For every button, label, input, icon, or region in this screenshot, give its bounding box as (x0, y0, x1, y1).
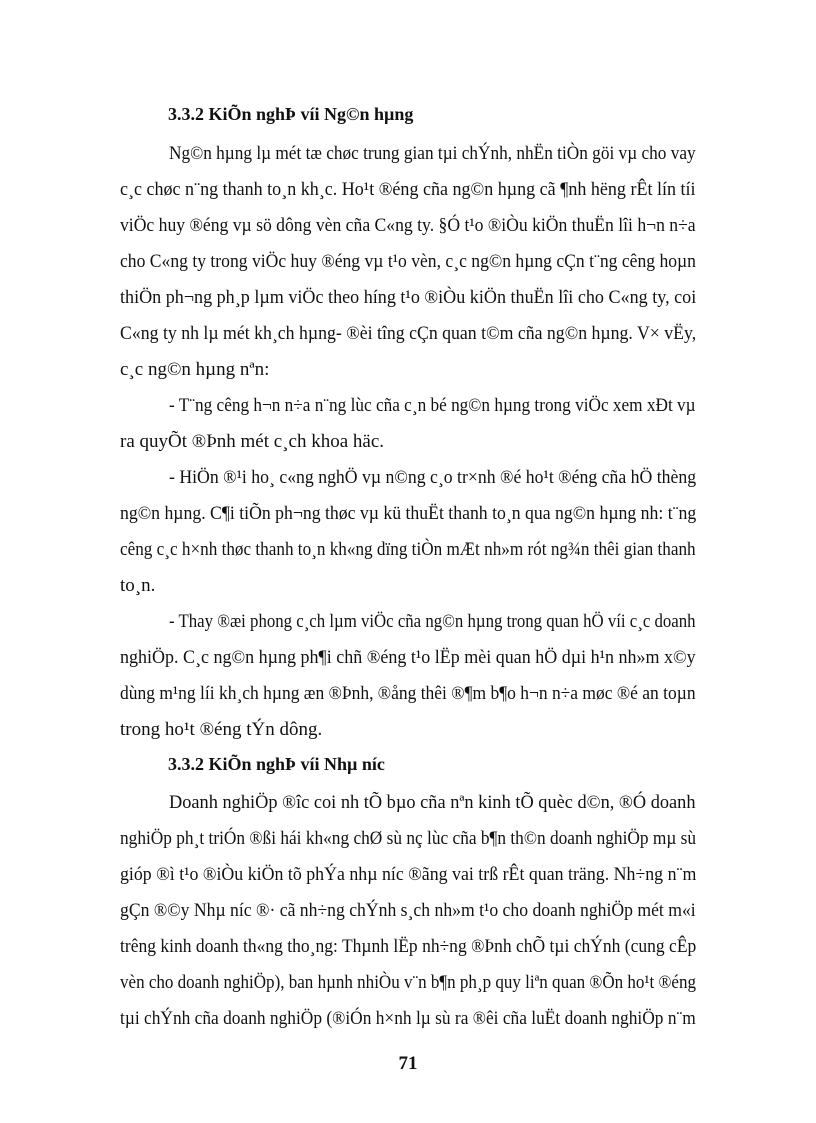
body-line: gÇn ®©y Nhµ níc ®· cã nh÷ng chÝnh s¸ch nh»m t¹o cho doanh nghiÖp mét m«i (120, 900, 696, 921)
body-line: to¸n. (120, 575, 156, 596)
body-line: vèn cho doanh nghiÖp), ban hµnh nhiÒu v¨n b¶n ph¸p quy liªn quan ®Õn ho¹t ®éng (120, 972, 697, 993)
body-line: cho C«ng ty trong viÖc huy ®éng vµ t¹o vèn, c¸c ng©n hµng cÇn t¨ng cêng hoµn (120, 251, 696, 272)
body-line: trong ho¹t ®éng tÝn dông. (120, 719, 323, 740)
body-line: cêng c¸c h×nh thøc thanh to¸n kh«ng dïng tiÒn mÆt nh»m rót ng¾n thêi gian thanh (120, 539, 696, 560)
page-number: 71 (398, 1053, 418, 1074)
body-line: - Thay ®æi phong c¸ch lµm viÖc cña ng©n hµng trong quan hÖ víi c¸c doanh (169, 611, 696, 632)
body-line: C«ng ty nh lµ mét kh¸ch hµng- ®èi tîng cÇn quan t©m cña ng©n hµng. V× vËy, (120, 323, 697, 344)
body-line: thiÖn ph¬ng ph¸p lµm viÖc theo híng t¹o ®iÒu kiÖn thuËn lîi cho C«ng ty, coi (120, 287, 697, 308)
section-heading-state: 3.3.2 KiÕn nghÞ víi Nhµ níc (168, 754, 385, 774)
body-line: ng©n hµng. C¶i tiÕn ph¬ng thøc vµ kü thuËt thanh to¸n qua ng©n hµng nh: t¨ng (120, 503, 697, 524)
body-line: - HiÖn ®¹i ho¸ c«ng nghÖ vµ n©ng c¸o tr×nh ®é ho¹t ®éng cña hÖ thèng (169, 467, 697, 488)
body-line: nghiÖp ph¸t triÓn ®ßi hái kh«ng chØ sù nç lùc cña b¶n th©n doanh nghiÖp mµ sù (120, 828, 697, 849)
body-line: c¸c chøc n¨ng thanh to¸n kh¸c. Ho¹t ®éng cña ng©n hµng cã ¶nh hëng rÊt lín tíi (120, 179, 696, 200)
body-line: - T¨ng cêng h¬n n÷a n¨ng lùc cña c¸n bé ng©n hµng trong viÖc xem xÐt vµ (169, 395, 696, 416)
body-line: dùng m¹ng líi kh¸ch hµng æn ®Þnh, ®ång thêi ®¶m b¶o h¬n n÷a møc ®é an toµn (120, 683, 696, 704)
body-line: ra quyÕt ®Þnh mét c¸ch khoa häc. (120, 431, 384, 452)
body-line: viÖc huy ®éng vµ sö dông vèn cña C«ng ty. §Ó t¹o ®iÒu kiÖn thuËn lîi h¬n n÷a (120, 215, 696, 236)
body-line: nghiÖp. C¸c ng©n hµng ph¶i chñ ®éng t¹o lËp mèi quan hÖ dµi h¹n nh»m x©y (120, 647, 696, 668)
body-line: Ng©n hµng lµ mét tæ chøc trung gian tµi chÝnh, nhËn tiÒn göi vµ cho vay (169, 143, 696, 164)
body-line: Doanh nghiÖp ®îc coi nh tÕ bµo cña nªn kinh tÕ quèc d©n, ®Ó doanh (169, 792, 696, 813)
body-line: c¸c ng©n hµng nªn: (120, 359, 270, 380)
body-line: trêng kinh doanh th«ng tho¸ng: Thµnh lËp nh÷ng ®Þnh chÕ tµi chÝnh (cung cÊp (120, 936, 697, 957)
body-line: gióp ®ì t¹o ®iÒu kiÖn tõ phÝa nhµ níc ®ãng vai trß rÊt quan träng. Nh÷ng n¨m (120, 864, 697, 885)
section-heading-bank: 3.3.2 KiÕn nghÞ víi Ng©n hµng (168, 104, 414, 124)
body-line: tµi chÝnh cña doanh nghiÖp (®iÓn h×nh lµ sù ra ®êi cña luËt doanh nghiÖp n¨m (120, 1008, 696, 1029)
